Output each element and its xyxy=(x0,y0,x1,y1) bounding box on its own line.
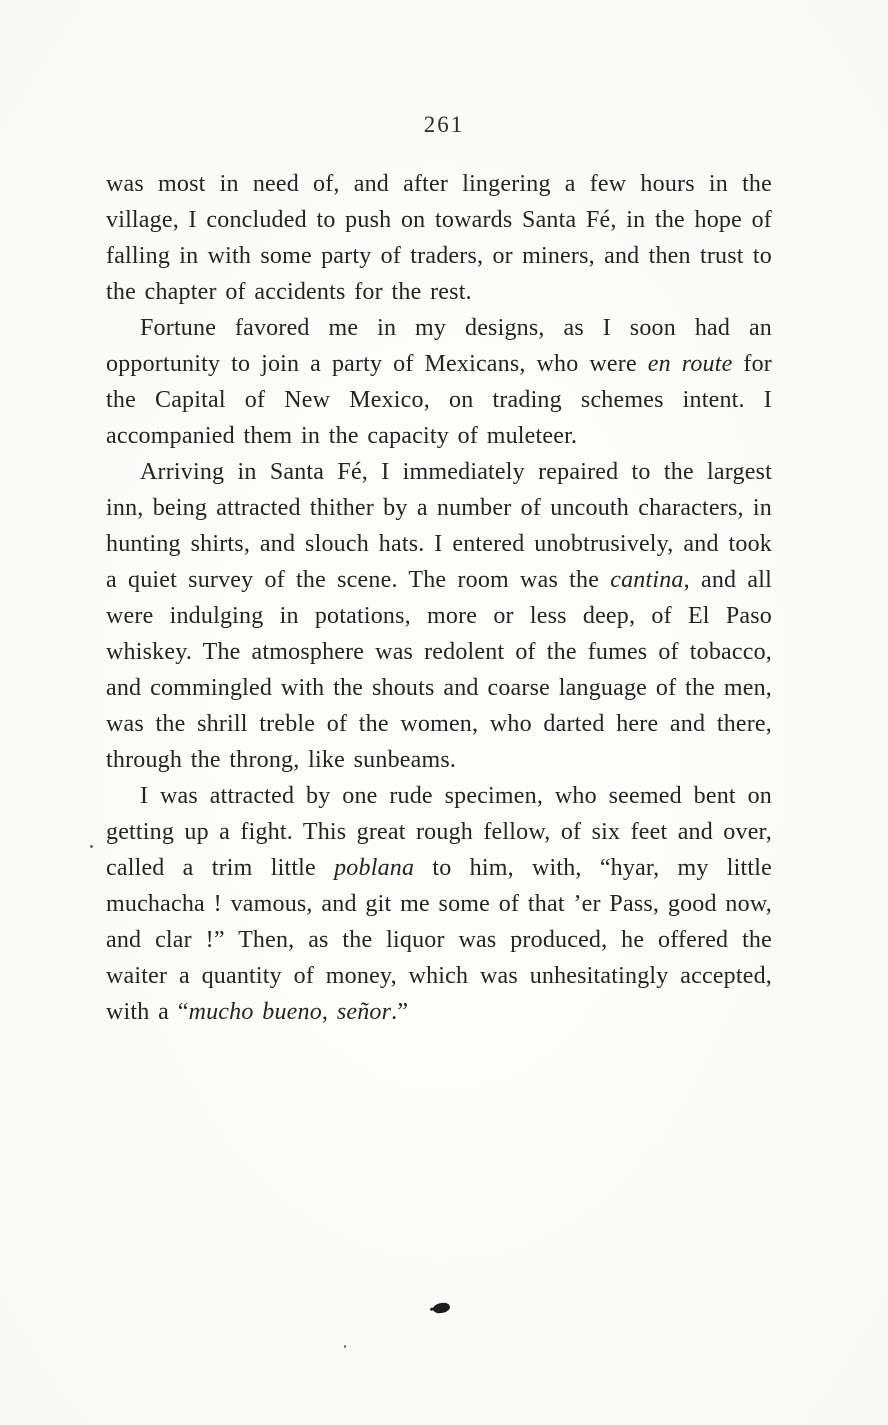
page-number: 261 xyxy=(423,112,465,137)
text-run-italic: poblana xyxy=(334,855,415,881)
text-run: I was attracted by one rude specimen, who seemed bent on getting up a fight. This great rough fellow, of six feet and over, called a trim little xyxy=(106,783,772,881)
printer-ornament-icon xyxy=(432,1302,450,1315)
text-run: Fortune favored me in my designs, as I soon had an opportunity to join a party of Mexicans, who were xyxy=(106,315,772,377)
paragraph xyxy=(106,454,772,778)
text-run: for the Capital of New Mexico, on trading schemes intent. I accompanied them in the capacity of muleteer. xyxy=(106,351,772,449)
text-run-italic: cantina xyxy=(610,567,684,593)
paragraph xyxy=(106,310,772,454)
text-run: , and all were indulging in potations, more or less deep, of El Paso whiskey. The atmosphere was redolent of the fumes of tobacco, and commingled with the shouts and coarse language of the men, was the shrill treble of the women, who darted here and there, through the throng, like sunbeams. xyxy=(106,567,772,773)
text-run: Arriving in Santa Fé, I immediately repaired to the largest inn, being attracted thither by a number of uncouth characters, in hunting shirts, and slouch hats. I entered unobtrusively, and took a quiet survey of the scene. The room was the xyxy=(106,459,772,593)
paragraph xyxy=(106,166,772,310)
text-run: was most in need of, and after lingering a few hours in the village, I concluded to push on towards Santa Fé, in the hope of falling in with some party of traders, or miners, and then trust to the chapter of accidents for the rest. xyxy=(106,171,772,305)
text-run-italic: mucho bueno, señor xyxy=(188,999,392,1025)
page-text xyxy=(106,166,772,1030)
text-run-italic: en route xyxy=(647,351,733,377)
text-run: .” xyxy=(391,999,409,1025)
paragraph xyxy=(106,778,772,1030)
scan-speck xyxy=(90,845,93,848)
text-run: to him, with, “hyar, my little muchacha ! vamous, and git me some of that ’er Pass, good now, and clar !” Then, as the liquor was produced, he offered the waiter a quantity of money, which was unhesitatingly accepted, with a “ xyxy=(106,855,772,1025)
scan-speck xyxy=(344,1345,346,1348)
